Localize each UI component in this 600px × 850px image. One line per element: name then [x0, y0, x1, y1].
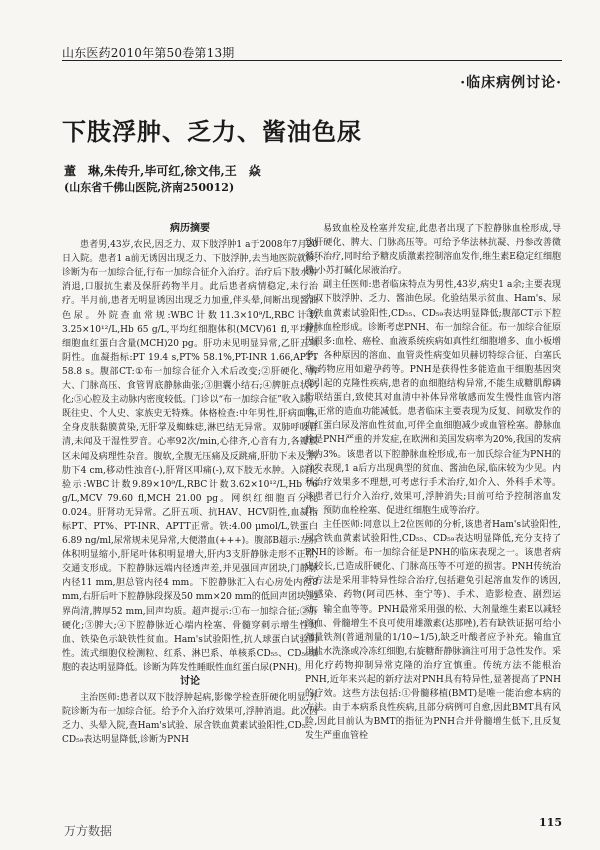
case-paragraph: 患者男,43岁,农民,因乏力、双下肢浮肿1 a于2008年7月20日入院。患者1 a前无诱因出现乏力、下肢浮肿,去当地医院就诊,诊断为布一加综合征,行布一加综合征介入治疗。治疗后下肢水肿消退,口服抗生素及保肝药物半月。此后患者病情稳定,未行治疗。半月前,患者无明显诱因出现乏力加重,伴头晕,间断出现酱油色尿。外院查血常规:WBC计数11.3×10⁹/L,RBC计数3.25×10¹²/L,Hb 65 g/L,平均红细胞体积(MCV)61 fl,平均红细胞血红蛋白含量(MCH)20 pg。肝功未见明显异常,乙肝五项阴性。血凝指标:PT 19.4 s,PT% 58.1%,PT-INR 1.66,APTT 58.8 s。腹部CT:①布一加综合征介入术后改变;②肝硬化、脾大、门脉高压、食管胃底静脉曲张;③胆囊小结石;④脾脏点状钙化;⑤心腔及主动脉内密度较低。门诊以“布一加综合征”收入院。既往史、个人史、家族史无特殊。体格检查:中年男性,肝病面容,全身皮肤黏膜黄染,无肝掌及蜘蛛痣,淋巴结无异常。双肺呼吸音清,未闻及干湿性罗音。心率92次/min,心律齐,心音有力,各瓣膜区未闻及病理性杂音。腹软,全腹无压痛及反跳痛,肝肋下未及,脾肋下4 cm,移动性浊音(-),肝肾区叩痛(-),双下肢无水肿。入院化验示:WBC计数9.89×10⁹/L,RBC计数3.62×10¹²/L,Hb 76 g/L,MCV 79.60 fl,MCH 21.00 pg。网织红细胞百分比0.024。肝肾功无异常。乙肝五项、抗HAV、HCV阴性,血凝指标PT、PT%、PT-INR、APTT正常。铁:4.00 μmol/L,铁蛋白6.89 ng/ml,尿常规未见异常,大便潜血(+++)。腹部B超示:左肝体积明显缩小,肝尾叶体积明显增大,肝内3支肝静脉走形不正常,交通支形成。下腔静脉远端内径透声差,并见强回声团块,门静脉内径11 mm,胆总管内径4 mm。下腔静脉汇入右心房处内径8 mm,右肝后叶下腔静脉段探及50 mm×20 mm的低回声团块,边界尚清,脾厚52 mm,回声均质。超声提示:①布一加综合征;②肝硬化;③脾大;④下腔静脉近心端内栓塞、骨髓穿刺示增生性贫血、铁染色示缺铁性贫血。Ham's试验阳性,抗人球蛋白试验阴性。流式细胞仪检测粒、红系、淋巴系、单核系CD₅₅、CD₅₉细胞的表达明显降低。诊断为阵发性睡眠性血红蛋白尿(PNH)。 [62, 240, 318, 673]
journal-header: 山东医药2010年第50卷第13期 [62, 46, 235, 60]
heading-discussion: 讨论 [180, 676, 200, 687]
discussion-paragraph-2: 易致血栓及栓塞并发症,此患者出现了下腔静脉血栓形成,导致肝硬化、脾大、门脉高压等。可给予华法林抗凝、丹参改善微循环治疗,同时给予糖皮质激素控制溶血发作,维生素E稳定红细胞膜,小苏打碱化尿液治疗。 [305, 224, 561, 277]
left-column [62, 222, 318, 747]
author-list: 董 琳,朱传升,毕可红,徐文伟,王 焱 [64, 164, 261, 178]
heading-case-summary: 病历摘要 [170, 223, 210, 234]
section-label: ·临床病例讨论· [460, 75, 562, 91]
header-rule [62, 60, 562, 61]
watermark: 万方数据 [64, 824, 113, 838]
discussion-paragraph-4: 主任医师:同意以上2位医师的分析,该患者Ham's试验阳性,尿含铁血黄素试验阳性,CD₅₅、CD₅₉表达明显降低,充分支持了PNH的诊断。布一加综合征是PNH的临床表现之一。该患者病史较长,已造成肝硬化、门脉高压等不可逆的损害。PNH传统治疗方法是采用非特异性综合治疗,包括避免引起溶血发作的诱因,如感染、药物(阿司匹林、奎宁等)、手术、造影检查、剧烈运动、输全血等等。PNH最常采用强的松、大剂量维生素E以减轻溶血、骨髓增生不良可使用雄激素(达那唑),若有缺铁证据可给小剂量铁剂(普通剂量的1/10~1/5),缺乏叶酸者应予补充。输血宜用盐水洗涤或冷冻红细胞,右旋糖酐静脉滴注可用于急性发作。采用化疗药物抑制异常克隆的治疗宜慎重。传统方法不能根治PNH,近年来兴起的新疗法对PNH具有特异性,显著提高了PNH的疗效。这些方法包括:①骨髓移植(BMT)是唯一能治愈本病的方法。由于本病系良性疾病,且部分病例可自愈,因此BMT具有风险,因此目前认为BMT的指征为PNH合并骨髓增生低下,且反复发生严重血管栓 [305, 519, 561, 742]
affiliation: (山东省千佛山医院,济南250012) [64, 181, 235, 194]
page-number: 115 [539, 816, 562, 829]
discussion-paragraph-3: 副主任医师:患者临床特点为男性,43岁,病史1 a余;主要表现为双下肢浮肿、乏力、酱油色尿。化验结果示贫血、Ham's、尿含铁血黄素试验阳性,CD₅₅、CD₅₉表达明显降低;腹部CT示下腔静脉血栓形成。诊断考虑PNH、布一加综合征。布一加综合征原因很多:血栓、癌栓、血液系统疾病如真性红细胞增多、血小板增多、各种原因的溶血、血管炎性病变如贝赫切特综合征、白塞氏病,药物应用如避孕药等。PNH是获得性多能造血干细胞基因突变引起的克隆性疾病,患者的血细胞结构异常,不能生成糖肌醇磷脂联结蛋白,致使其对血清中补体异常敏感而发生慢性血管内溶血,正常的造血功能减低。患者临床主要表现为反复、间歇发作的血红蛋白尿及溶血性贫血,可伴全血细胞减少或血管栓塞。静脉血栓是PNH严重的并发症,在欧洲和美国发病率为20%,我国的发病率为3%。该患者以下腔静脉血栓形成,布一加氏综合征为PNH的首发表现,1 a后方出现典型的贫血、酱油色尿,临床较为少见。内科治疗效果多不理想,可考虑行手术治疗,如介入、外科手术等。该患者已行介入治疗,效果可,浮肿消失;目前可给予控制溶血发作、预防血栓栓塞、促进红细胞生成等治疗。 [305, 280, 561, 516]
right-column [305, 222, 561, 743]
article-title: 下肢浮肿、乏力、酱油色尿 [62, 117, 362, 146]
discussion-paragraph-1: 主治医师:患者以双下肢浮肿起病,影像学检查肝硬化明显,外院诊断为布一加综合征。给予介入治疗效果可,浮肿消退。此次因乏力、头晕入院,查Ham's试验、尿含铁血黄素试验阳性,CD₅₅、CD₅₉表达明显降低,诊断为PNH [62, 693, 318, 746]
